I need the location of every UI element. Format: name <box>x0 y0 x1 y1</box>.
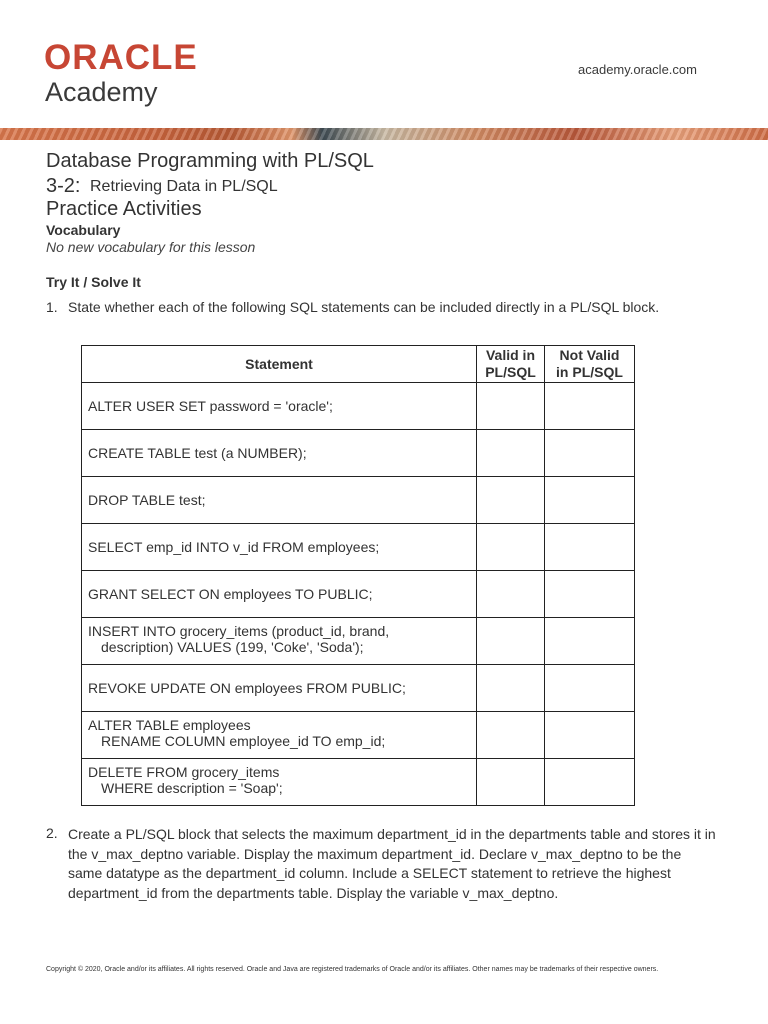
not-valid-checkbox-cell[interactable] <box>545 524 635 571</box>
question-1-number: 1. <box>46 299 58 315</box>
decorative-banner <box>0 128 768 140</box>
academy-logo-text: Academy <box>45 77 158 107</box>
not-valid-checkbox-cell[interactable] <box>545 571 635 618</box>
statement-cell <box>82 430 477 477</box>
copyright-footer: Copyright © 2020, Oracle and/or its affiliates. All rights reserved. Oracle and Java are registered trademarks of Oracle and/or its affiliates. Other names may be trademarks of their respective owners. <box>46 966 659 973</box>
statement-cell <box>82 383 477 430</box>
statement-line-1: CREATE TABLE test (a NUMBER); <box>88 445 307 461</box>
valid-header-line-1: Valid in <box>485 347 535 363</box>
not-valid-header-line-1: Not Valid <box>559 347 620 363</box>
valid-checkbox-cell[interactable] <box>477 665 545 712</box>
course-title: Database Programming with PL/SQL <box>46 150 374 172</box>
statement-cell <box>82 477 477 524</box>
table-row <box>82 665 635 712</box>
table-row <box>82 430 635 477</box>
not-valid-checkbox-cell[interactable] <box>545 618 635 665</box>
statement-line-1: DELETE FROM grocery_items <box>88 764 280 780</box>
not-valid-checkbox-cell[interactable] <box>545 430 635 477</box>
valid-checkbox-cell[interactable] <box>477 477 545 524</box>
statement-line-1: DROP TABLE test; <box>88 492 206 508</box>
vocabulary-text: No new vocabulary for this lesson <box>46 239 256 255</box>
statement-line-1: INSERT INTO grocery_items (product_id, brand, <box>88 623 390 639</box>
statements-table <box>81 345 635 806</box>
question-1-text: State whether each of the following SQL statements can be included directly in a PL/SQL block. <box>68 299 660 315</box>
not-valid-header-line-2: in PL/SQL <box>556 364 623 380</box>
valid-header-line-2: PL/SQL <box>485 364 536 380</box>
valid-checkbox-cell[interactable] <box>477 383 545 430</box>
statement-cell <box>82 524 477 571</box>
valid-checkbox-cell[interactable] <box>477 712 545 759</box>
statement-cell <box>82 712 477 759</box>
statement-cell <box>82 759 477 806</box>
statement-line-2: WHERE description = 'Soap'; <box>101 780 283 796</box>
question-2-number: 2. <box>46 825 58 841</box>
not-valid-checkbox-cell[interactable] <box>545 712 635 759</box>
statement-line-2: description) VALUES (199, 'Coke', 'Soda'); <box>101 639 364 655</box>
table-row <box>82 383 635 430</box>
not-valid-checkbox-cell[interactable] <box>545 477 635 524</box>
valid-checkbox-cell[interactable] <box>477 430 545 477</box>
table-header-row <box>82 346 635 383</box>
statement-line-1: SELECT emp_id INTO v_id FROM employees; <box>88 539 380 555</box>
statement-line-1: REVOKE UPDATE ON employees FROM PUBLIC; <box>88 680 406 696</box>
site-url: academy.oracle.com <box>578 62 697 77</box>
try-it-heading: Try It / Solve It <box>46 274 141 290</box>
valid-header <box>477 346 545 383</box>
valid-checkbox-cell[interactable] <box>477 571 545 618</box>
table-row <box>82 712 635 759</box>
table-row <box>82 524 635 571</box>
not-valid-checkbox-cell[interactable] <box>545 665 635 712</box>
statement-header: Statement <box>82 346 477 383</box>
not-valid-checkbox-cell[interactable] <box>545 383 635 430</box>
table-row <box>82 618 635 665</box>
statement-line-1: GRANT SELECT ON employees TO PUBLIC; <box>88 586 373 602</box>
practice-heading: Practice Activities <box>46 198 202 220</box>
table-row <box>82 759 635 806</box>
question-2-text: Create a PL/SQL block that selects the maximum department_id in the departments table and stores it in the v_max_deptno variable. Display the maximum department_id. Declare v_max_deptno to be the same datatype as the department_id column. Include a SELECT statement to retrieve the highest department_id from the departments table. Display the variable v_max_deptno. <box>68 826 716 901</box>
valid-checkbox-cell[interactable] <box>477 618 545 665</box>
statement-line-1: ALTER USER SET password = 'oracle'; <box>88 398 333 414</box>
not-valid-header <box>545 346 635 383</box>
statement-cell <box>82 665 477 712</box>
oracle-logo: ORACLE <box>44 38 198 77</box>
table-row <box>82 477 635 524</box>
vocabulary-heading: Vocabulary <box>46 222 121 238</box>
statement-cell <box>82 571 477 618</box>
valid-checkbox-cell[interactable] <box>477 759 545 806</box>
statement-line-1: ALTER TABLE employees <box>88 717 251 733</box>
statement-cell <box>82 618 477 665</box>
lesson-number: 3-2: <box>46 175 81 197</box>
lesson-title: Retrieving Data in PL/SQL <box>90 178 278 195</box>
not-valid-checkbox-cell[interactable] <box>545 759 635 806</box>
table-row <box>82 571 635 618</box>
statement-line-2: RENAME COLUMN employee_id TO emp_id; <box>101 733 386 749</box>
valid-checkbox-cell[interactable] <box>477 524 545 571</box>
